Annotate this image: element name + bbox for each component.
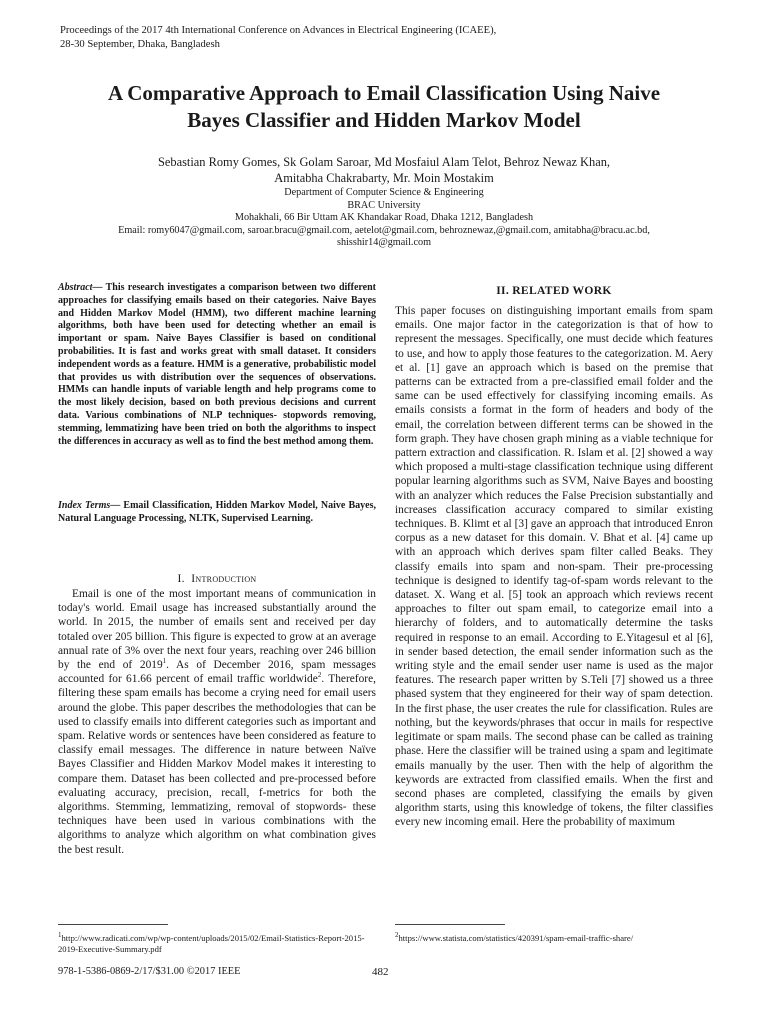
introduction-paragraph: [58, 587, 376, 857]
intro-text-part-1: Email is one of the most important means of communication in today's world. Email usage has increased substantially around the world. In 2015, the number of emails sent and received per day totaled over 205 billion. This figure is expected to grow at an average annual rate of 3% over the next four years, reaching over 246 billion by the end of 2019: [58, 588, 376, 672]
affiliation-university: BRAC University: [347, 199, 421, 211]
section-first-letter: I: [191, 572, 196, 585]
footnote-2-text: https://www.statista.com/statistics/420391/spam-email-traffic-share/: [398, 933, 634, 943]
affiliation-block: [30, 187, 738, 250]
footnote-2: [395, 933, 713, 944]
author-list: [40, 154, 728, 186]
section-heading-related-work: II. RELATED WORK: [496, 284, 612, 297]
page-number: 482: [372, 966, 389, 978]
author-line-1: Sebastian Romy Gomes, Sk Golam Saroar, Md Mosfaiul Alam Telot, Behroz Newaz Khan,: [158, 155, 610, 169]
affiliation-emails-1: Email: romy6047@gmail.com, saroar.bracu@gmail.com, aetelot@gmail.com, behroznewaz,@gmail.com, amitabha@bracu.ac.bd,: [118, 224, 650, 236]
author-line-2: Amitabha Chakrabarty, Mr. Moin Mostakim: [274, 171, 494, 185]
footnote-divider-left: [58, 924, 168, 925]
section-rest: ntroduction: [195, 572, 257, 585]
index-terms-paragraph: [58, 500, 376, 526]
footnote-1: [58, 933, 376, 955]
index-terms-label: Index Terms: [58, 500, 111, 511]
section-numeral: I.: [177, 572, 185, 585]
footnote-ref-1: 1: [162, 657, 167, 666]
footnote-divider-right: [395, 924, 505, 925]
footnote-1-marker: 1: [58, 931, 62, 940]
paper-title-line-2: Bayes Classifier and Hidden Markov Model: [187, 108, 581, 132]
abstract-text: This research investigates a comparison between two different approaches for classifying emails based on their categories. Naive Bayes and Hidden Markov Model (HMM), two different machine learning algorithms, both have been used for detecting whether an email is important or spam. Naive Bayes Classifier is based on conditional probabilities. It is fast and works great with small dataset. It considers independent words as a feature. HMM is a generative, probabilistic model that provides us with distribution over the sequences of observations. HMMs can handle inputs of variable length and help programs come to the most likely decision, based on both previous decisions and current data. Various combinations of NLP techniques- stopwords removing, stemming, lemmatizing have been tried on both the algorithms to inspect the differences in accuracy as well as to find the best method among them.: [58, 282, 376, 447]
related-work-paragraph: This paper focuses on distinguishing important emails from spam emails. One major factor in the categorization is that of how to represent the messages. Specifically, one must decide which features to use, and how to apply those features to the categorization. M. Aery et al. [1] gave an approach which is based on the premise that patterns can be extracted from a pre-classified email folder and the same can be used effectively for classifying incoming emails. As emails consists a format in the form of headers and body of the email, the correlation between different terms can be showed in the form graph. They have chosen graph mining as a viable technique for pattern extraction and classification. R. Islam et al. [2] showed a way which proposed a multi-stage classification technique using different popular learning algorithms such as SVM, Naive Bayes and boosting with an analyzer which reduces the False Precision substantially and increases classification accuracy compared to similar existing techniques. B. Klimt et al [3] gave an approach that introduced Enron corpus as a new dataset for this domain. V. Bhat et al. [4] came up with an approach which derives spam filter called Beaks. They classify emails into spam and non-spam. Their pre-processing technique is designed to identify tag-of-spam words relevant to the dataset. X. Wang et al. [5] took an approach which reviews recent approaches to filter out spam email, to categorize email into a hierarchy of folders, and to automatically determine the tasks required in response to an email. According to E.Yitagesul et al [6], in sender based detection, the email sender information such as the writing style and the email sender user name is used as the major features. The research paper written by S.Teli [7] showed us a three phased system that they engineered for their way of spam detection. In the first phase, the user creates the rule for classification. Rules are nothing, but the keywords/phrases that occur in mails for respective legitimate or spam mails. The second phase can be called as training phase. Here the classifier will be trained using a spam and legitimate emails manually by the user. Then with the help of algorithm the keywords are extracted from classified emails. When the first and second phases are completed, classifying the emails by given algorithm starts, using this knowledge of tokens, the filter classifies every new incoming email. Here the probability of maximum: [395, 305, 713, 829]
index-terms-dash: —: [110, 500, 124, 511]
section-heading-introduction: [58, 572, 376, 585]
abstract-dash: —: [92, 282, 106, 293]
proceedings-line-1: Proceedings of the 2017 4th International Conference on Advances in Electrical Engineering (ICAEE),: [60, 25, 497, 36]
affiliation-department: Department of Computer Science & Engineering: [284, 187, 484, 198]
footnote-ref-2: 2: [317, 671, 322, 680]
paper-title: [40, 80, 728, 134]
proceedings-line-2: 28-30 September, Dhaka, Bangladesh: [60, 39, 220, 50]
intro-text-part-2: . As of December 2016, spam messages accounted for 61.66 percent of email traffic worldwide: [58, 659, 376, 686]
footnote-2-marker: 2: [395, 931, 399, 940]
abstract-paragraph: [58, 282, 376, 448]
isbn-copyright: 978-1-5386-0869-2/17/$31.00 ©2017 IEEE: [58, 966, 241, 977]
intro-text-part-3: . Therefore, filtering these spam emails has become a crying need for email users around the globe. This paper describes the methodologies that can be used to classify emails into different categories such as important and spam. Relative words or sentences have been considered as feature to classify email messages. The difference in nature between Naïve Bayes Classifier and Hidden Markov Model makes it interesting to compare them. Dataset has been collected and pre-processed before evaluating accuracy, precision, recall, f-metrics for both the algorithms. Stemming, lemmatizing, removal of stopwords- these techniques have been used in various combinations with the algorithms to analyze which algorithm on what combination gives the best result.: [58, 673, 376, 856]
footnote-1-text: http://www.radicati.com/wp/wp-content/uploads/2015/02/Email-Statistics-Report-2015-2019-Executive-Summary.pdf: [58, 933, 365, 954]
proceedings-header: [60, 24, 720, 52]
abstract-label: Abstract: [58, 282, 93, 293]
affiliation-address: Mohakhali, 66 Bir Uttam AK Khandakar Road, Dhaka 1212, Bangladesh: [234, 212, 534, 224]
index-terms-text: Email Classification, Hidden Markov Model, Naive Bayes, Natural Language Processing, NLTK, Supervised Learning.: [58, 500, 377, 524]
affiliation-emails-2: shisshir14@gmail.com: [337, 237, 431, 249]
paper-title-line-1: A Comparative Approach to Email Classification Using Naive: [107, 81, 661, 105]
